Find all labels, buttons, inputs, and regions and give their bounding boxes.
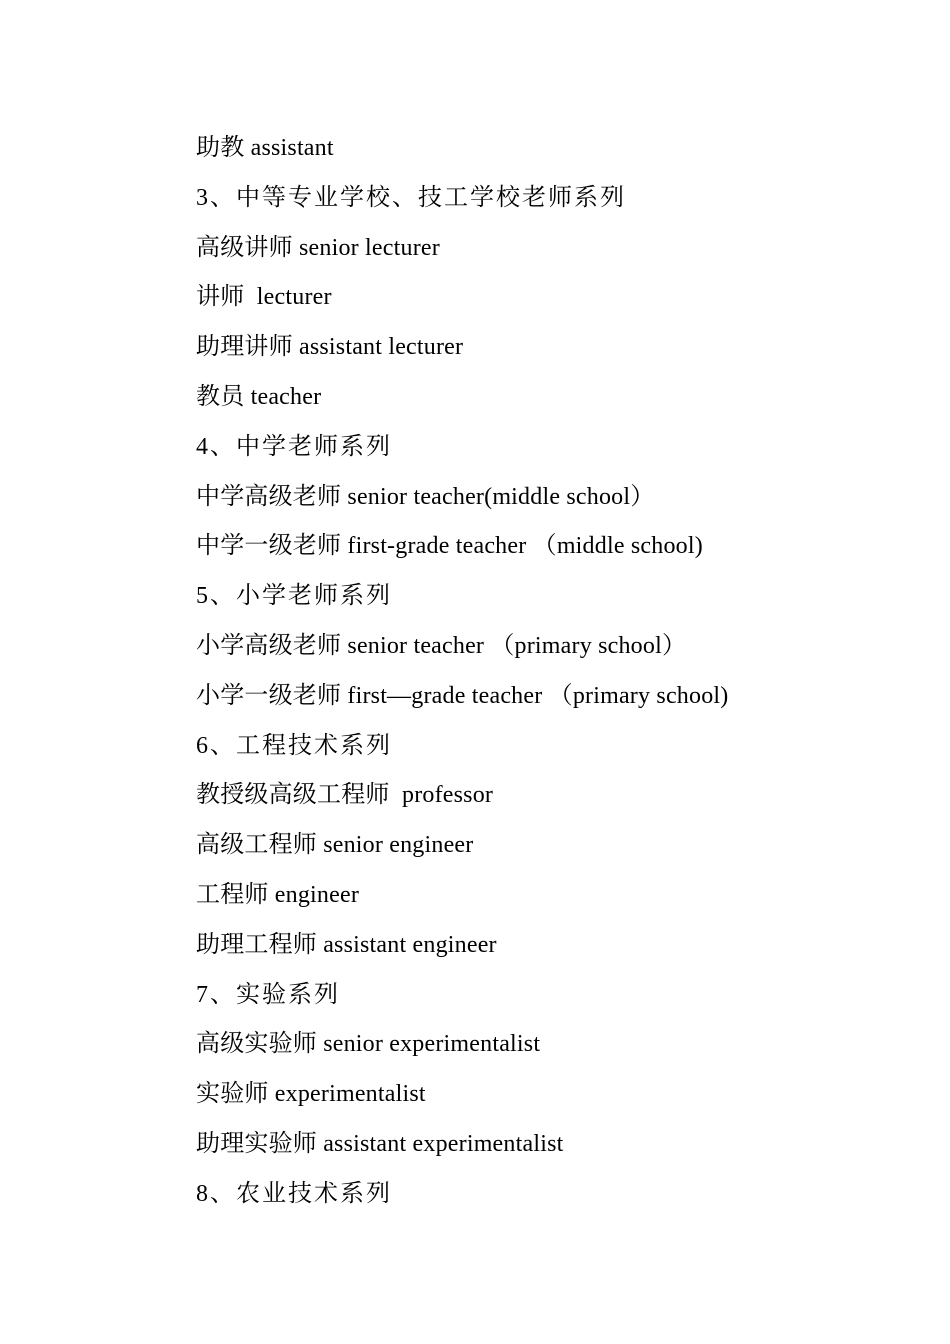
- line-engineer: 工程师 engineer: [196, 881, 360, 908]
- line-teacher: 教员 teacher: [196, 383, 322, 410]
- line-senior-teacher-primary: 小学高级老师 senior teacher （primary school）: [196, 632, 687, 659]
- section-heading-8: 8、农业技术系列: [196, 1180, 392, 1207]
- section-heading-5: 5、小学老师系列: [196, 583, 392, 610]
- line-assistant-engineer: 助理工程师 assistant engineer: [196, 931, 497, 958]
- line-assistant-lecturer: 助理讲师 assistant lecturer: [196, 334, 464, 361]
- section-heading-6: 6、工程技术系列: [196, 732, 392, 759]
- line-senior-engineer: 高级工程师 senior engineer: [196, 832, 474, 859]
- line-first-grade-teacher-primary: 小学一级老师 first—grade teacher （primary school): [196, 682, 729, 709]
- line-assistant-experimentalist: 助理实验师 assistant experimentalist: [196, 1130, 564, 1157]
- line-assistant: 助教 assistant: [196, 135, 334, 161]
- text-lines: [196, 124, 896, 1220]
- line-senior-experimentalist: 高级实验师 senior experimentalist: [196, 1031, 541, 1058]
- line-senior-teacher-middle: 中学高级老师 senior teacher(middle school）: [196, 483, 655, 510]
- line-lecturer: 讲师 lecturer: [196, 284, 332, 311]
- section-heading-4: 4、中学老师系列: [196, 433, 392, 460]
- line-first-grade-teacher-middle: 中学一级老师 first-grade teacher （middle school): [196, 533, 703, 560]
- section-heading-7: 7、实验系列: [196, 981, 340, 1008]
- line-senior-lecturer: 高级讲师 senior lecturer: [196, 234, 440, 261]
- line-experimentalist: 实验师 experimentalist: [196, 1081, 426, 1108]
- section-heading-3: 3、中等专业学校、技工学校老师系列: [196, 184, 626, 211]
- line-professor-engineer: 教授级高级工程师 professor: [196, 782, 494, 809]
